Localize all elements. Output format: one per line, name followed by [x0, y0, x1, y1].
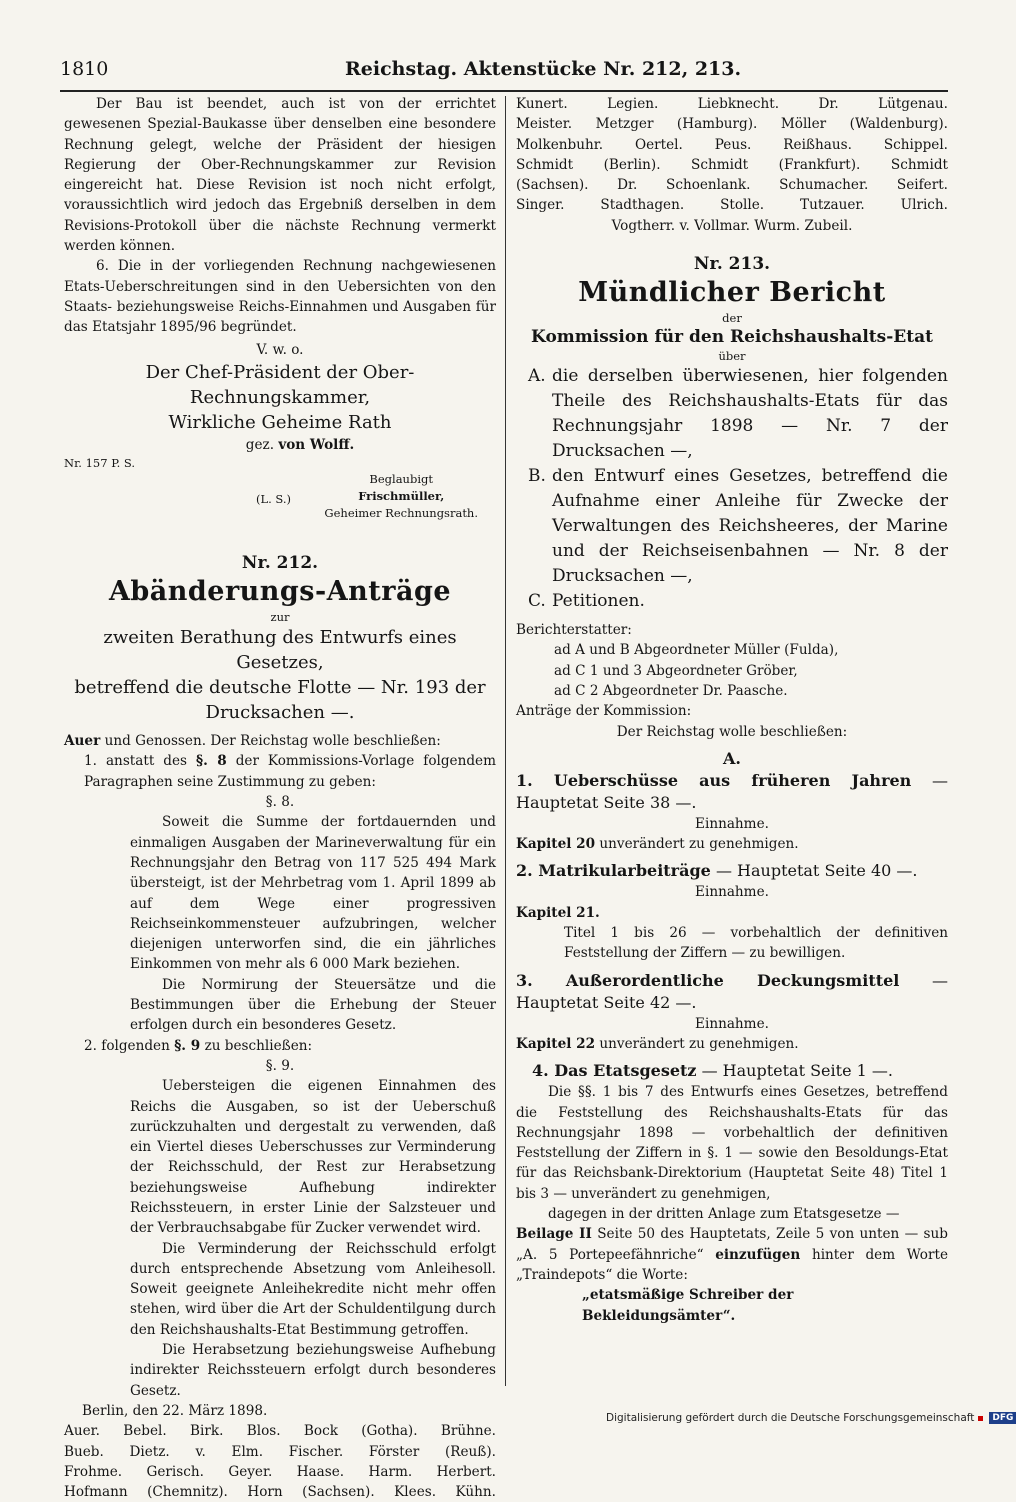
running-title: Reichstag. Aktenstücke Nr. 212, 213. — [345, 58, 742, 80]
signatory-names: Meister. Metzger (Hamburg). Möller (Waldenburg). — [516, 116, 948, 133]
vwo: V. w. o. — [256, 341, 304, 358]
section-letter: A. — [723, 748, 741, 768]
motion-intro: Auer und Genossen. Der Reichstag wolle beschließen: — [64, 733, 441, 750]
signatory-names: (Sachsen). Dr. Schoenlank. Schumacher. Seifert. — [516, 177, 948, 194]
item-label: B. — [528, 466, 546, 487]
paragraph: Soweit die Summe der fortdauernden und einmaligen Ausgaben der Marineverwaltung für ein Rechnungsjahr den Betrag von 117 525 494 Mark übersteigt, ist der Mehrbetrag vom 1. April 1899 ab auf dem Wege einer progressiven Reichseinkommensteuer aufzubringen, welcher diejenigen unterworfen sind, die ein jährliches Einkommen von mehr als 6 000 Mark beziehen. — [130, 814, 496, 973]
digitization-credit: Digitalisierung gefördert durch die Deutsche Forschungsgemeinschaft DFG — [606, 1412, 1016, 1424]
gez-prefix: gez. — [245, 436, 275, 453]
paragraph: Titel 1 bis 26 — vorbehaltlich der definitiven Feststellung der Ziffern — zu bewilligen. — [564, 925, 948, 962]
proposals-label: Anträge der Kommission: — [516, 703, 692, 720]
paragraph: 6. Die in der vorliegenden Rechnung nachgewiesenen Etats-Ueberschreitungen sind in den Uebersichten von den Staats- beziehungsweise Reichs-Einnahmen und Ausgaben für das Etatsjahr 1895/96 begründet. — [64, 258, 496, 336]
reporters-label: Berichterstatter: — [516, 622, 632, 639]
signatory-names: Auer. Bebel. Birk. Blos. Bock (Gotha). Brühne. — [64, 1423, 496, 1440]
page-header — [60, 58, 948, 86]
date-line: Berlin, den 22. März 1898. — [82, 1402, 268, 1419]
subheading: Einnahme. — [695, 815, 769, 832]
signatory-names: Bueb. Dietz. v. Elm. Fischer. Förster (Reuß). — [64, 1443, 496, 1460]
document-number: Nr. 212. — [241, 553, 319, 574]
report-item: B. den Entwurf eines Gesetzes, betreffend die Aufnahme einer Anleihe für Zwecke der Verwaltungen des Reichsheeres, der Marine und der Reichseisenbahnen — Nr. 8 der Drucksachen —, — [528, 466, 948, 587]
item-label: A. — [528, 366, 546, 387]
signature-title: Wirkliche Geheime Rath — [168, 411, 392, 433]
paragraph: dagegen in der dritten Anlage zum Etatsgesetze — — [548, 1206, 900, 1223]
resolution-intro: Der Reichstag wolle beschließen: — [616, 723, 848, 740]
dfg-logo: DFG — [989, 1412, 1016, 1424]
paragraph: Uebersteigen die eigenen Einnahmen des Reichs die Ausgaben, so ist der Ueberschuß zurückzuhalten und dergestalt zu verwenden, daß ein Viertel dieses Ueberschusses zur Verminderung der Reichsschuld, der Rest zur Herabsetzung beziehungsweise Aufhebung indirekter Reichssteuern, in erster Linie der Salzsteuer und der Verbrauchsabgabe für Zucker verwendet wird. — [130, 1078, 496, 1237]
signature-line — [64, 435, 496, 455]
subheading: Einnahme. — [695, 884, 769, 901]
right-column — [516, 94, 948, 1326]
budget-section: 3. Außerordentliche Deckungsmittel — Hauptetat Seite 42 —. — [516, 970, 948, 1012]
section-heading: §. 8. — [265, 794, 295, 811]
paragraph: Der Bau ist beendet, auch ist von der errichtet gewesenen Spezial-Baukasse über denselben eine besondere Rechnung gelegt, welche der Präsident der hiesigen Regierung der Ober-Rechnungskammer zur Revision eingereicht hat. Diese Revision ist noch nicht erfolgt, voraussichtlich wird jedoch das Ergebniß derselben in dem Revisions-Protokoll über die nächste Rechnung vermerkt werden können. — [64, 96, 496, 255]
signatory-names: Molkenbuhr. Oertel. Peus. Reißhaus. Schippel. — [516, 136, 948, 153]
motion-item: 1. anstatt des §. 8 der Kommissions-Vorlage folgendem Paragraphen seine Zustimmung zu geben: — [84, 753, 496, 790]
signer-name: von Wolff. — [278, 436, 355, 453]
attestation-block — [64, 471, 496, 535]
paragraph: Beilage II Seite 50 des Hauptetats, Zeile 5 von unten — sub „A. 5 Portepeefähnriche“ einzufügen hinter dem Worte „Traindepots“ die Worte: — [516, 1226, 948, 1283]
title-connector: zur — [270, 610, 290, 625]
paragraph: Die Normirung der Steuersätze und die Bestimmungen über die Erhebung der Steuer erfolgen durch ein besonderes Gesetz. — [130, 976, 496, 1034]
paragraph: Die Verminderung der Reichsschuld erfolgt durch entsprechende Absetzung vom Anleihesoll. Soweit geeignete Anleihekredite nicht mehr offen stehen, wird über die Art der Schuldentilgung durch den Reichshaushalts-Etat Bestimmung getroffen. — [130, 1240, 496, 1338]
signature-title: Der Chef-Präsident der Ober-Rechnungskammer, — [145, 361, 415, 408]
title-connector: der — [722, 311, 742, 326]
separator-icon — [978, 1416, 983, 1421]
document-title: Abänderungs-Anträge — [108, 576, 452, 608]
document-subtitle: zweiten Berathung des Entwurfs eines Gesetzes, — [103, 627, 457, 674]
document-title: Mündlicher Bericht — [578, 277, 886, 309]
attestation — [324, 471, 478, 522]
seal-label: (L. S.) — [256, 492, 292, 507]
reference-number: Nr. 157 P. S. — [64, 456, 136, 471]
document-subtitle: betreffend die deutsche Flotte — Nr. 193 der — [74, 677, 486, 699]
header-rule — [60, 90, 948, 92]
signatory-names: Schmidt (Berlin). Schmidt (Frankfurt). Schmidt — [516, 156, 948, 173]
quoted-insertion: „etatsmäßige Schreiber der Bekleidungsämter“. — [582, 1287, 794, 1324]
report-item: C. Petitionen. — [516, 589, 948, 614]
chapter-line: Kapitel 21. — [516, 904, 600, 921]
committee-name: Kommission für den Reichshaushalts-Etat — [531, 327, 933, 348]
subheading: Einnahme. — [695, 1015, 769, 1032]
chapter-line: Kapitel 20 unverändert zu genehmigen. — [516, 836, 799, 853]
reporter: ad C 1 und 3 Abgeordneter Gröber, — [554, 662, 798, 679]
signatory-names: Singer. Stadthagen. Stolle. Tutzauer. Ulrich. — [516, 197, 948, 214]
attester-name: Frischmüller, — [358, 489, 445, 504]
attestation-label: Beglaubigt — [369, 472, 433, 487]
title-connector: über — [718, 349, 746, 364]
report-item: A. die derselben überwiesenen, hier folgenden Theile des Reichshaushalts-Etats für das Rechnungsjahr 1898 — Nr. 7 der Drucksachen —, — [528, 366, 948, 462]
signatory-names: Vogtherr. v. Vollmar. Wurm. Zubeil. — [611, 217, 853, 234]
signatory-names: Frohme. Gerisch. Geyer. Haase. Harm. Herbert. — [64, 1463, 496, 1480]
budget-section: 4. Das Etatsgesetz — Hauptetat Seite 1 —. — [532, 1061, 893, 1081]
proposer-name: Auer — [64, 733, 101, 750]
page-number: 1810 — [60, 58, 109, 80]
budget-section: 1. Ueberschüsse aus früheren Jahren — Hauptetat Seite 38 —. — [516, 770, 948, 812]
report-items — [516, 364, 948, 614]
reporter: ad A und B Abgeordneter Müller (Fulda), — [554, 642, 839, 659]
paragraph: Die Herabsetzung beziehungsweise Aufhebung indirekter Reichssteuern erfolgt durch besonderes Gesetz. — [130, 1342, 496, 1399]
attester-title: Geheimer Rechnungsrath. — [324, 506, 478, 521]
section-heading: §. 9. — [265, 1057, 295, 1074]
signatory-names: Hofmann (Chemnitz). Horn (Sachsen). Klees. Kühn. — [64, 1484, 496, 1501]
signatory-names: Kunert. Legien. Liebknecht. Dr. Lütgenau. — [516, 96, 948, 112]
document-number: Nr. 213. — [693, 254, 771, 275]
chapter-line: Kapitel 22 unverändert zu genehmigen. — [516, 1035, 799, 1052]
paragraph: Die §§. 1 bis 7 des Entwurfs eines Gesetzes, betreffend die Feststellung des Reichshaushalts-Etats für das Rechnungsjahr 1898 — vorbehaltlich der definitiven Feststellung der Ziffern in §. 1 — sowie den Besoldungs-Etat für das Reichsbank-Direktorium (Hauptetat Seite 48) Titel 1 bis 3 — unverändert zu genehmigen, — [516, 1084, 948, 1202]
left-column — [64, 94, 496, 1502]
budget-section: 2. Matrikularbeiträge — Hauptetat Seite 40 —. — [516, 861, 918, 881]
motion-item: 2. folgenden §. 9 zu beschließen: — [84, 1037, 313, 1054]
column-divider — [505, 96, 506, 1386]
reporter: ad C 2 Abgeordneter Dr. Paasche. — [554, 682, 788, 699]
item-label: C. — [528, 591, 546, 612]
document-subtitle: Drucksachen —. — [205, 702, 355, 724]
